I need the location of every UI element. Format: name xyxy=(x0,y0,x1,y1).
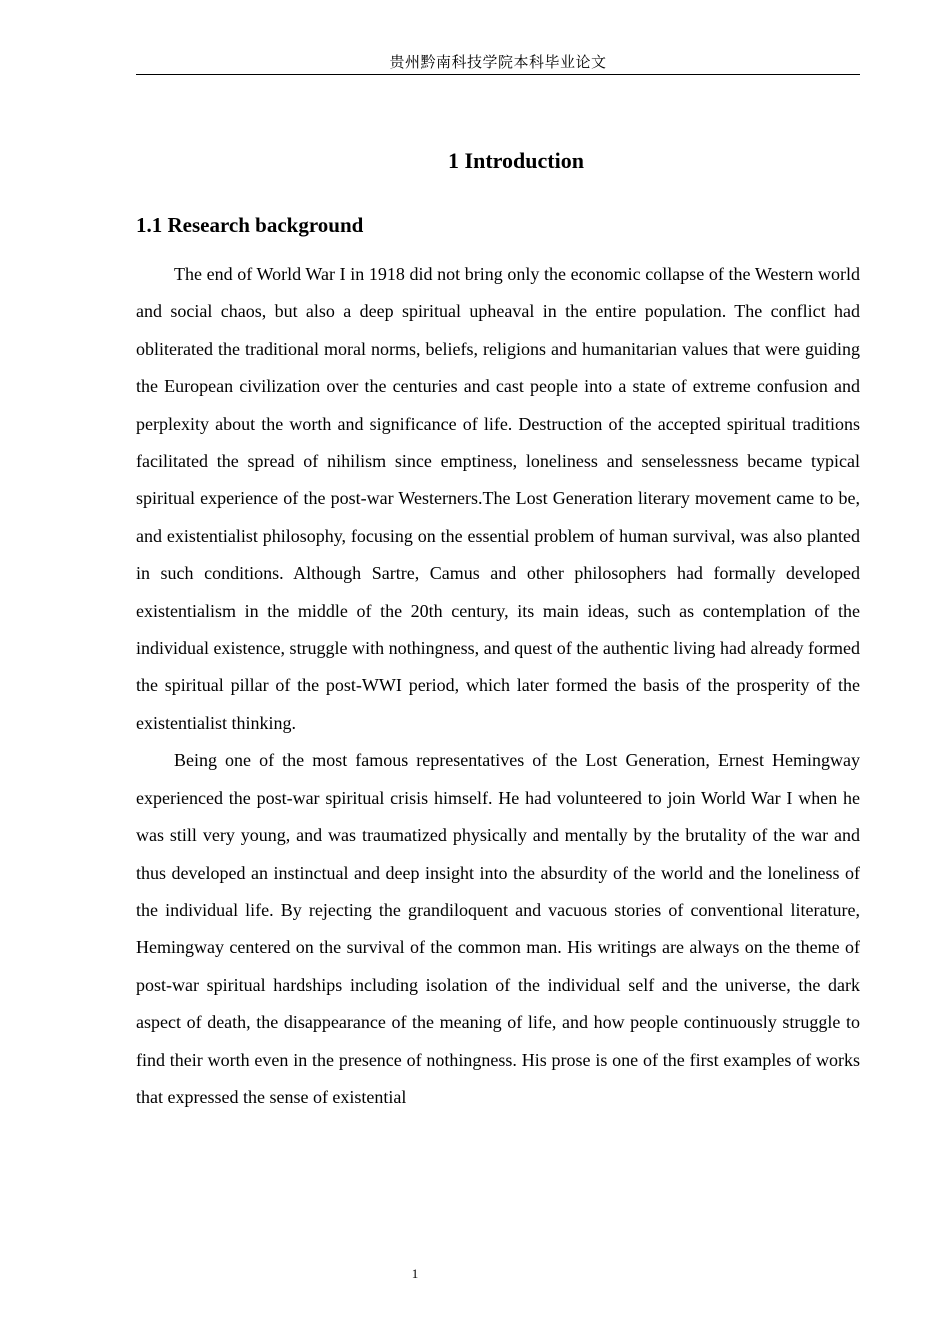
page-number: 1 xyxy=(411,1266,419,1281)
paragraph: The end of World War I in 1918 did not bring only the economic collapse of the Western world and social chaos, but also a deep spiritual upheaval in the entire population. The conflict had obliterated the traditional moral norms, beliefs, religions and humanitarian values that were guiding the European civilization over the centuries and cast people into a state of extreme confusion and perplexity about the worth and significance of life. Destruction of the accepted spiritual traditions facilitated the spread of nihilism since emptiness, loneliness and senselessness became typical spiritual experience of the post-war Westerners.The Lost Generation literary movement came to be, and existentialist philosophy, focusing on the essential problem of human survival, was also planted in such conditions. Although Sartre, Camus and other philosophers had formally developed existentialism in the middle of the 20th century, its main ideas, such as contemplation of the individual existence, struggle with nothingness, and quest of the authentic living had already formed the spiritual pillar of the post-WWI period, which later formed the basis of the prosperity of the existentialist thinking. xyxy=(136,264,860,733)
chapter-title: 1 Introduction xyxy=(448,148,584,173)
body-text xyxy=(136,256,860,1116)
paragraph: Being one of the most famous representatives of the Lost Generation, Ernest Hemingway experienced the post-war spiritual crisis himself. He had volunteered to join World War I when he was still very young, and was traumatized physically and mentally by the brutality of the war and thus developed an instinctual and deep insight into the absurdity of the world and the loneliness of the individual life. By rejecting the grandiloquent and vacuous stories of conventional literature, Hemingway centered on the survival of the common man. His writings are always on the theme of post-war spiritual hardships including isolation of the individual self and the universe, the dark aspect of death, the disappearance of the meaning of life, and how people continuously struggle to find their worth even in the presence of nothingness. His prose is one of the first examples of works that expressed the sense of existential xyxy=(136,750,860,1107)
header-rule xyxy=(136,74,860,75)
section-title: 1.1 Research background xyxy=(136,213,364,237)
running-header: 贵州黔南科技学院本科毕业论文 xyxy=(389,55,607,71)
